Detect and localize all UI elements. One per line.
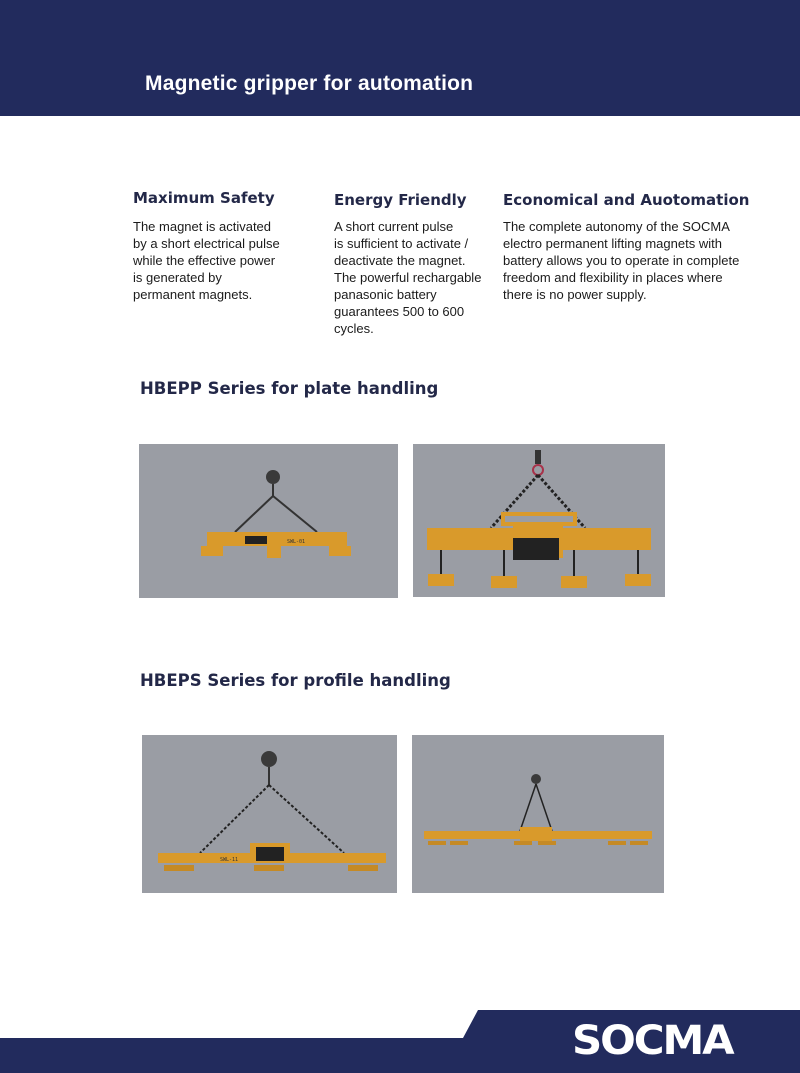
section-title-hbepp: HBEPP Series for plate handling	[140, 379, 439, 398]
feature-text: The magnet is activated by a short electrical pulse while the effective power is generated by permanent magnets.	[133, 219, 280, 302]
product-photo	[139, 444, 398, 598]
socma-logo: SOCMA	[572, 1018, 733, 1064]
feature-title: Economical and Auotomation	[503, 191, 750, 209]
feature-text: The complete autonomy of the SOCMA electro permanent lifting magnets with battery allows you to operate in complete freedom and flexibility in places where there is no power supply.	[503, 219, 740, 302]
header-band	[0, 0, 800, 116]
lifter-illustration	[412, 735, 664, 893]
lifter-illustration	[142, 735, 397, 893]
feature-text: A short current pulse is sufficient to activate / deactivate the magnet. The powerful rechargable panasonic battery guarantees 500 to 600 cycles.	[334, 219, 482, 336]
feature-energy-friendly	[334, 191, 481, 337]
swl-label: SWL-01	[287, 539, 306, 545]
swl-label: SWL-11	[220, 857, 239, 863]
feature-title: Maximum Safety	[133, 189, 275, 207]
section-title-hbeps: HBEPS Series for profile handling	[140, 671, 451, 690]
feature-maximum-safety	[133, 189, 280, 303]
product-photo	[142, 735, 397, 893]
product-photo	[413, 444, 665, 597]
page-title: Magnetic gripper for automation	[145, 72, 474, 95]
feature-title: Energy Friendly	[334, 191, 467, 209]
product-photo	[412, 735, 664, 893]
lifter-illustration	[413, 444, 665, 597]
feature-economical	[503, 191, 749, 303]
lifter-illustration	[139, 444, 398, 598]
